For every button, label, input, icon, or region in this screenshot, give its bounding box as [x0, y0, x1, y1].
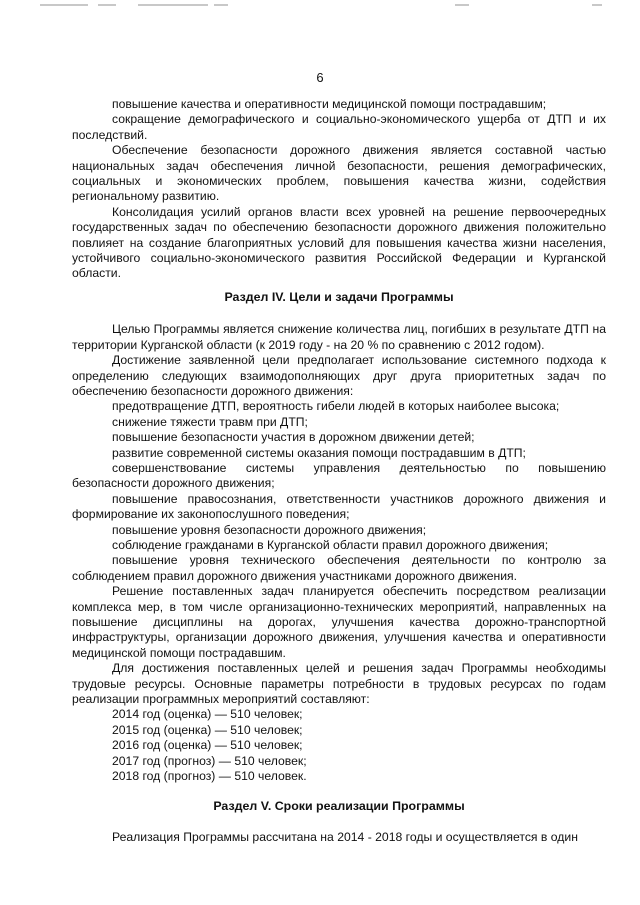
- paragraph: Решение поставленных задач планируется обеспечить посредством реализации комплекса мер, в том числе организационно-технических мероприятий, направленных на повышение дисциплины на дорогах, улучшения качества дорожно-транспортной инфраструктуры, организации дорожного движения, улучшения качества и оперативности медицинской помощи пострадавшим.: [72, 584, 606, 660]
- task-list-item: соблюдение гражданами в Курганской области правил дорожного движения;: [112, 537, 549, 552]
- section-heading: Раздел IV. Цели и задачи Программы: [224, 289, 454, 304]
- paragraph: Целью Программы является снижение количества лиц, погибших в результате ДТП на территории Курганской области (к 2019 году - на 20 % по сравнению с 2012 годом).: [72, 322, 606, 352]
- scan-artifact: [455, 4, 469, 6]
- task-list-item: предотвращение ДТП, вероятность гибели людей в которых наиболее высока;: [112, 399, 560, 414]
- task-list-item: снижение тяжести травм при ДТП;: [112, 414, 308, 429]
- labor-year-item: 2016 год (оценка) — 510 человек;: [112, 738, 303, 753]
- task-list-item: повышение правосознания, ответственности участников дорожного движения и формирование их законопослушного поведения;: [72, 491, 606, 522]
- paragraph: Реализация Программы рассчитана на 2014 - 2018 годы и осуществляется в один: [112, 829, 578, 844]
- task-list-item: совершенствование системы управления деятельностью по повышению безопасности дорожного движения;: [72, 460, 606, 491]
- scan-artifact: [40, 4, 88, 6]
- labor-year-item: 2017 год (прогноз) — 510 человек;: [112, 753, 307, 768]
- scan-artifact: [138, 4, 208, 6]
- paragraph: Обеспечение безопасности дорожного движения является составной частью национальных задач обеспечения личной безопасности, решения демографических, социальных и экономических проблем, повышения качества жизни, содействия региональному развитию.: [72, 143, 606, 204]
- scan-artifact: [98, 4, 116, 6]
- section-heading: Раздел V. Сроки реализации Программы: [213, 799, 465, 814]
- labor-year-item: 2014 год (оценка) — 510 человек;: [112, 707, 303, 722]
- paragraph: Для достижения поставленных целей и решения задач Программы необходимы трудовые ресурсы. Основные параметры потребности в трудовых ресурсах по годам реализации программных мероприятий составляют:: [72, 661, 606, 707]
- task-list-item: развитие современной системы оказания помощи пострадавшим в ДТП;: [112, 445, 526, 460]
- scan-artifact: [592, 4, 602, 6]
- task-list-item: повышение уровня безопасности дорожного движения;: [112, 522, 427, 537]
- page-number: 6: [316, 70, 324, 85]
- labor-year-item: 2018 год (прогноз) — 510 человек.: [112, 769, 307, 784]
- paragraph: Достижение заявленной цели предполагает использование системного подхода к определению следующих взаимодополняющих друг друга приоритетных задач по обеспечению безопасности дорожного движения:: [72, 353, 606, 398]
- labor-year-item: 2015 год (оценка) — 510 человек;: [112, 722, 303, 737]
- paragraph: повышение качества и оперативности медицинской помощи пострадавшим;: [112, 97, 547, 111]
- task-list-item: повышение уровня технического обеспечения деятельности по контролю за соблюдением правил дорожного движения участниками дорожного движения.: [72, 553, 606, 583]
- scan-artifact: [214, 4, 228, 6]
- paragraph: сокращение демографического и социально-экономического ущерба от ДТП и их последствий.: [72, 112, 606, 142]
- paragraph: Консолидация усилий органов власти всех уровней на решение первоочередных государственных задач по обеспечению безопасности дорожного движения положительно повлияет на создание благоприятных условий для повышения качества жизни населения, устойчивого социально-экономического развития Российской Федерации и Курганской области.: [72, 204, 606, 281]
- document-body: [72, 97, 606, 845]
- task-list-item: повышение безопасности участия в дорожном движении детей;: [112, 430, 475, 445]
